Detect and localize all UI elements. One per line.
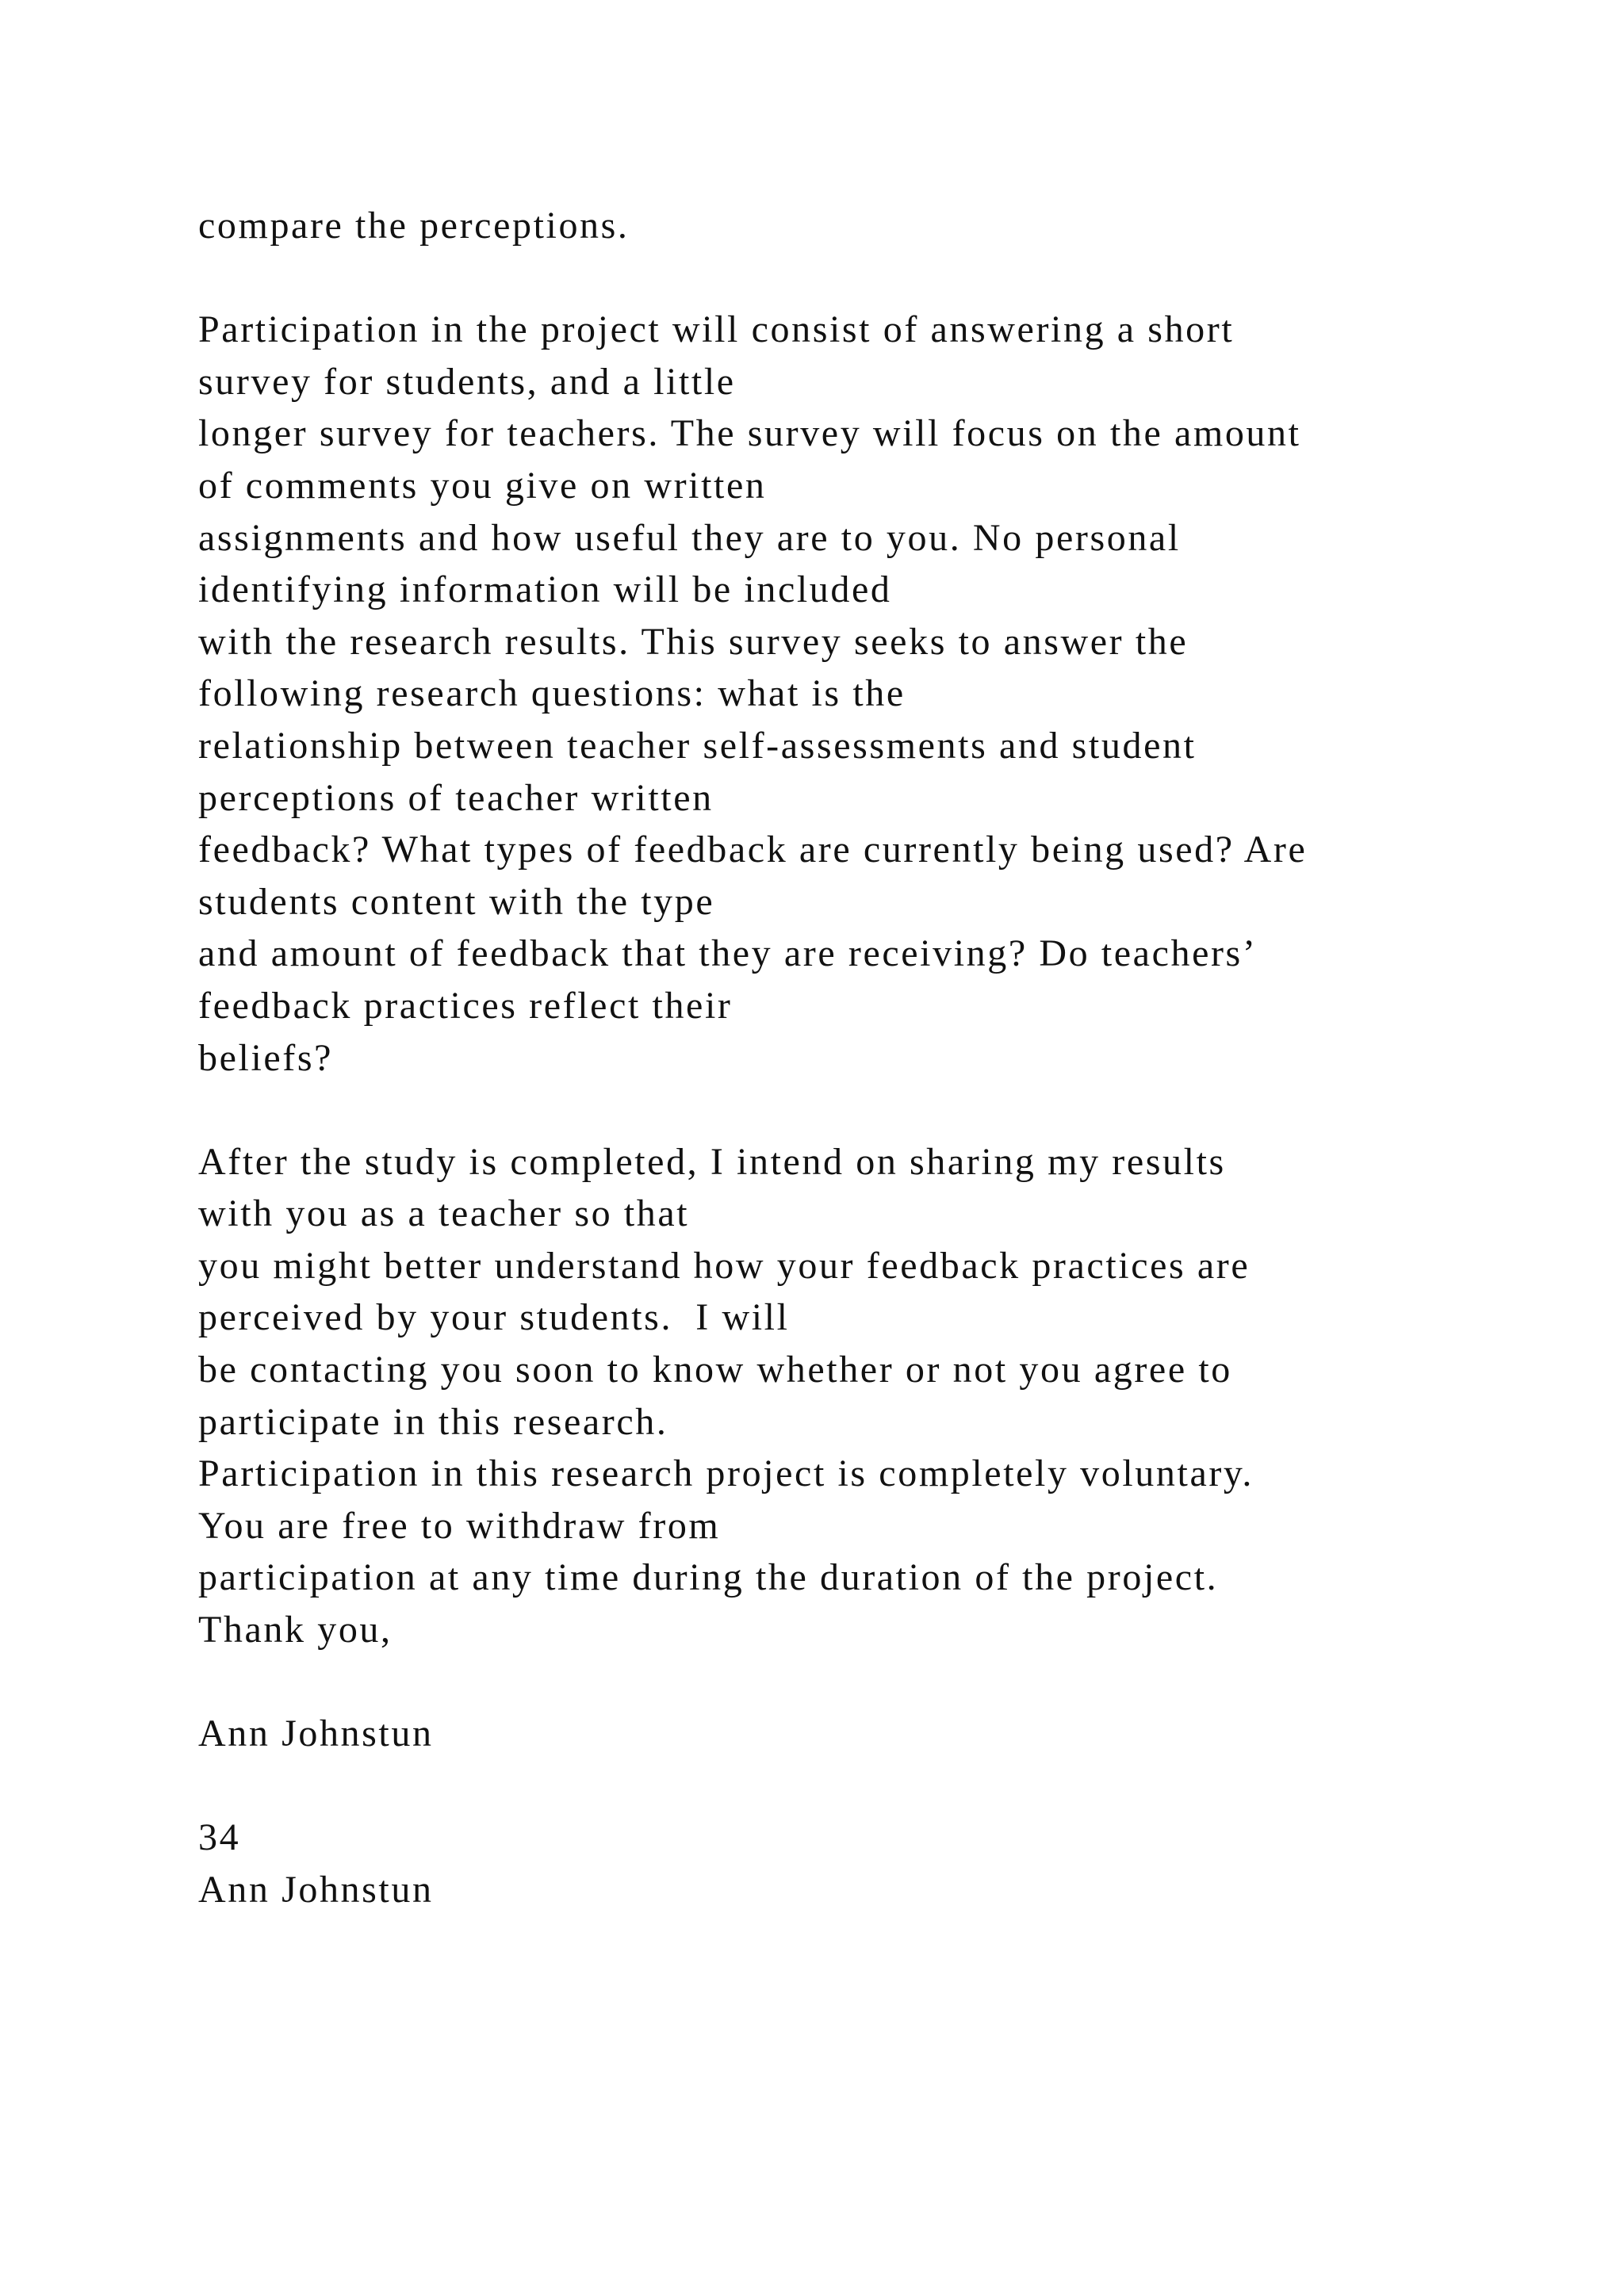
text-line: following research questions: what is the <box>198 672 906 715</box>
signature-name: Ann Johnstun <box>198 1712 434 1755</box>
text-line: compare the perceptions. <box>198 205 630 247</box>
text-line: participate in this research. <box>198 1400 668 1443</box>
text-line: of comments you give on written <box>198 464 767 507</box>
text-line: with you as a teacher so that <box>198 1192 690 1235</box>
letter-body <box>198 200 1562 1916</box>
text-line: longer survey for teachers. The survey will focus on the amount <box>198 412 1301 455</box>
text-line: perceptions of teacher written <box>198 776 714 819</box>
text-line: students content with the type <box>198 880 715 923</box>
blank-line <box>198 1656 1562 1709</box>
text-line: assignments and how useful they are to you. No personal <box>198 516 1181 559</box>
text-line: survey for students, and a little <box>198 360 736 403</box>
text-line: Participation in the project will consist of answering a short <box>198 308 1235 351</box>
text-line: Participation in this research project is completely voluntary. <box>198 1452 1254 1495</box>
text-line: You are free to withdraw from <box>198 1504 721 1547</box>
blank-line <box>198 1760 1562 1812</box>
text-line: relationship between teacher self-assessments and student <box>198 724 1197 767</box>
text-line: with the research results. This survey seeks to answer the <box>198 620 1189 663</box>
text-line: After the study is completed, I intend on sharing my results <box>198 1140 1226 1183</box>
text-line: participation at any time during the duration of the project. <box>198 1556 1219 1599</box>
text-line: feedback practices reflect their <box>198 984 733 1027</box>
closing-line: Thank you, <box>198 1609 393 1651</box>
text-line: identifying information will be included <box>198 568 892 611</box>
text-line: be contacting you soon to know whether or not you agree to <box>198 1349 1232 1391</box>
text-line: feedback? What types of feedback are currently being used? Are <box>198 828 1308 871</box>
text-line: and amount of feedback that they are receiving? Do teachers’ <box>198 932 1258 975</box>
text-line: perceived by your students. I will <box>198 1296 790 1339</box>
blank-line <box>198 252 1562 304</box>
blank-line <box>198 1084 1562 1136</box>
author-name: Ann Johnstun <box>198 1869 434 1911</box>
text-line: you might better understand how your feedback practices are <box>198 1244 1251 1287</box>
page-number: 34 <box>198 1816 241 1859</box>
text-line: beliefs? <box>198 1036 334 1079</box>
